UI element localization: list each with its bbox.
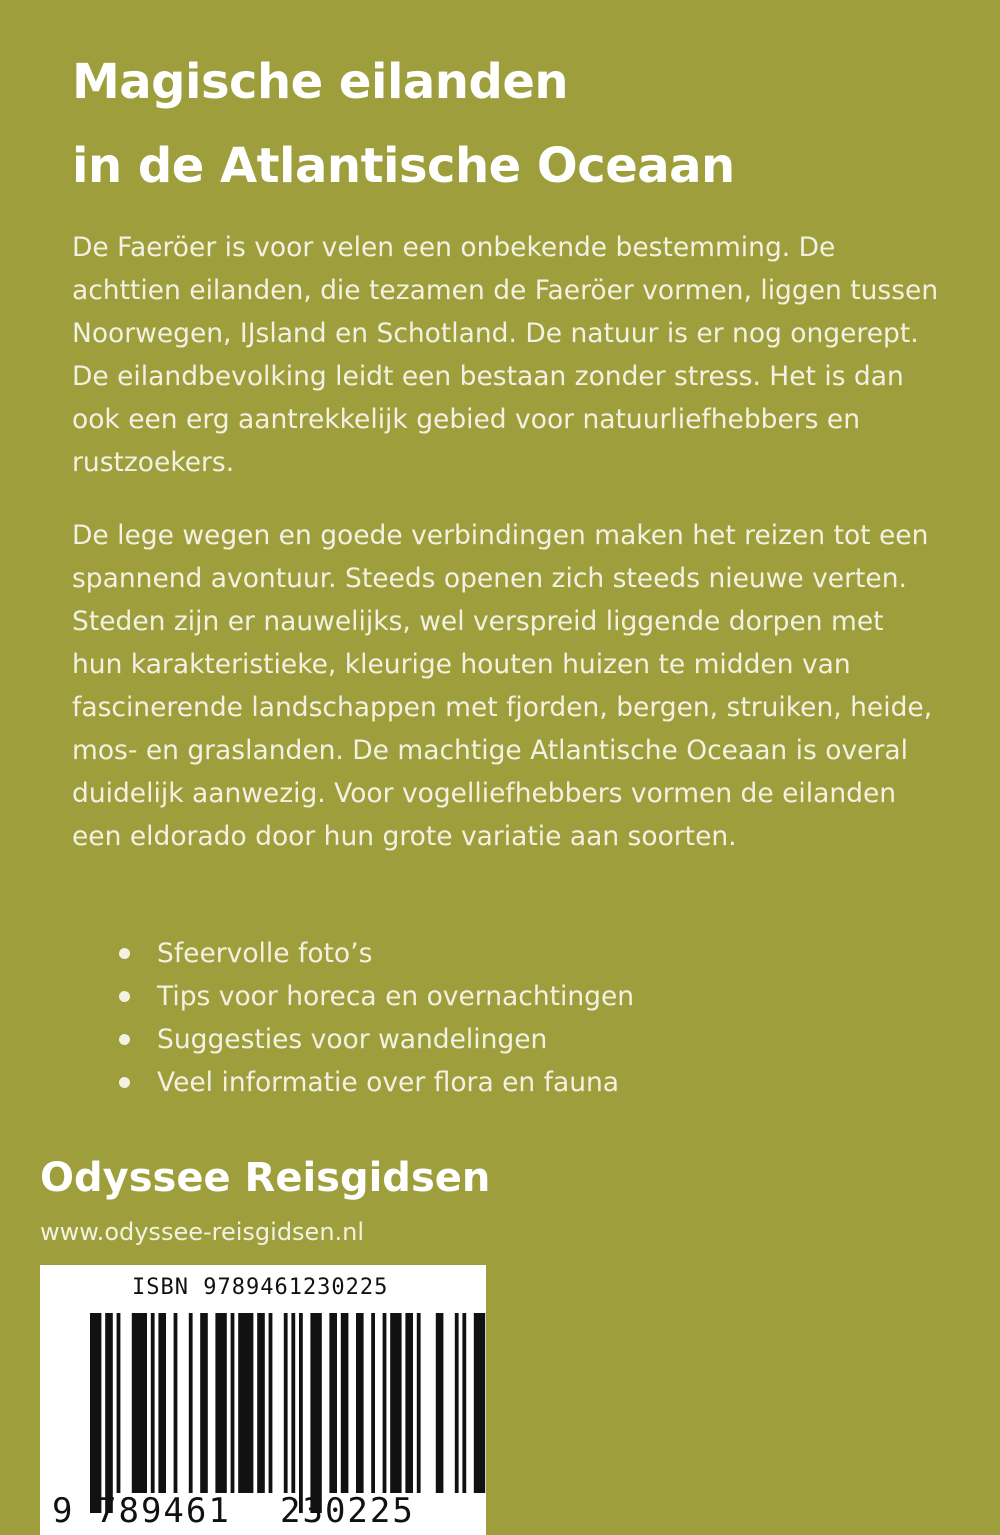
barcode-bar (189, 1313, 193, 1493)
barcode-bar (158, 1313, 166, 1493)
list-item-label: Sfeervolle foto’s (157, 938, 373, 969)
bullet-icon (119, 948, 130, 959)
barcode-bar (299, 1313, 303, 1513)
barcode-first-digit: 9 (52, 1491, 73, 1531)
barcode-bar (417, 1313, 421, 1493)
barcode-bar (390, 1313, 401, 1493)
barcode-bar (455, 1313, 459, 1493)
list-item (115, 1061, 634, 1104)
barcode-bar (231, 1313, 235, 1493)
barcode-bar (341, 1313, 349, 1493)
barcode-bar (436, 1313, 444, 1493)
barcode-bar (174, 1313, 178, 1493)
bullet-icon (119, 1077, 130, 1088)
list-item-label: Tips voor horeca en overnachtingen (157, 981, 635, 1012)
barcode-bar (105, 1313, 113, 1513)
barcode-bar (117, 1313, 121, 1493)
list-item-label: Veel informatie over flora en fauna (157, 1067, 620, 1098)
barcode-bar (383, 1313, 387, 1493)
barcode (40, 1265, 486, 1535)
list-item (115, 932, 634, 975)
barcode-bar (310, 1313, 321, 1513)
publisher-name: Odyssee Reisgidsen (40, 1155, 491, 1201)
barcode-bar (284, 1313, 288, 1493)
list-item (115, 1018, 634, 1061)
barcode-bar (257, 1313, 265, 1493)
bullet-icon (119, 991, 130, 1002)
bullet-icon (119, 1034, 130, 1045)
barcode-bar (474, 1313, 485, 1493)
title-line-2: in de Atlantische Oceaan (72, 138, 735, 194)
barcode-right-digits: 230225 (280, 1491, 415, 1531)
title-line-1: Magische eilanden (72, 54, 569, 110)
barcode-bar (356, 1313, 364, 1493)
barcode-bar (462, 1313, 466, 1493)
barcode-bar (329, 1313, 337, 1493)
list-item-label: Suggesties voor wandelingen (157, 1024, 548, 1055)
isbn-label: ISBN 9789461230225 (132, 1275, 389, 1300)
publisher-url: www.odyssee-reisgidsen.nl (40, 1218, 365, 1246)
feature-list (115, 932, 634, 1104)
barcode-bar (405, 1313, 413, 1493)
barcode-bar (132, 1313, 147, 1493)
barcode-bar (291, 1313, 295, 1493)
barcode-bar (238, 1313, 253, 1493)
barcode-bar (90, 1313, 101, 1513)
barcode-bar (200, 1313, 208, 1493)
barcode-bar (151, 1313, 155, 1493)
intro-paragraph: De Faeröer is voor velen een onbekende bestemming. De achttien eilanden, die tezamen de Faeröer vormen, liggen tussen Noorwegen, IJsland en Schotland. De natuur is er nog ongerept. De eilandbevolking leidt een bestaan zonder stress. Het is dan ook een erg aantrekkelijk gebied voor natuurliefhebbers en rustzoekers. (72, 232, 939, 478)
description-paragraph: De lege wegen en goede verbindingen maken het reizen tot een spannend avontuur. Steeds openen zich steeds nieuwe verten. Steden zijn er nauwelijks, wel verspreid liggende dorpen met hun karakteristieke, kleurige houten huizen te midden van fascinerende landschappen met fjorden, bergen, struiken, heide, mos- en graslanden. De machtige Atlantische Oceaan is overal duidelijk aanwezig. Voor vogelliefhebbers vormen de eilanden een eldorado door hun grote variatie aan soorten. (72, 520, 933, 852)
barcode-left-digits: 789461 (96, 1491, 231, 1531)
barcode-bar (269, 1313, 273, 1493)
list-item (115, 975, 634, 1018)
barcode-bar (371, 1313, 375, 1493)
page-title (72, 40, 972, 208)
barcode-bar (215, 1313, 226, 1493)
